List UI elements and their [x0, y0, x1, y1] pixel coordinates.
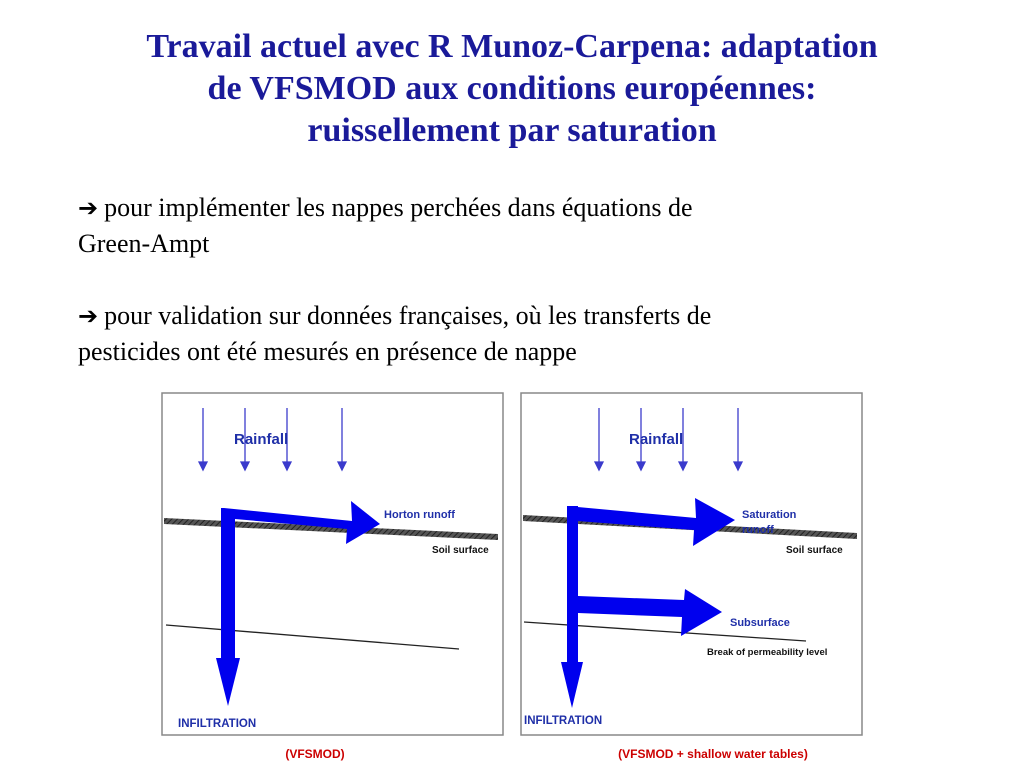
title-line-1: Travail actuel avec R Munoz-Carpena: adaptation: [146, 28, 878, 65]
right-arrow-icon: ➔: [78, 302, 99, 330]
bullet-2-text-line-2: pesticides ont été mesurés en présence de nappe: [78, 337, 577, 366]
right-runoff-label-line-1: Saturation: [742, 509, 797, 521]
title-line-3: ruissellement par saturation: [307, 112, 717, 149]
bullet-1-text-line-2: Green-Ampt: [78, 229, 210, 258]
right-subsurface-label: Subsurface: [730, 617, 790, 629]
right-rainfall-label: Rainfall: [629, 431, 684, 448]
right-runoff-label-line-2: runoff: [742, 524, 774, 536]
bullet-1-text-line-1: pour implémenter les nappes perchées dans équations de: [104, 193, 693, 222]
right-diagram-caption: (VFSMOD + shallow water tables): [618, 747, 808, 761]
left-diagram-frame: [162, 393, 503, 735]
left-runoff-label: Horton runoff: [384, 509, 455, 521]
right-permeability-label: Break of permeability level: [707, 647, 828, 658]
title-line-2: de VFSMOD aux conditions européennes:: [207, 70, 817, 107]
right-arrow-icon: ➔: [78, 194, 99, 222]
right-soil-surface-label: Soil surface: [786, 545, 843, 556]
bullet-2-text-line-1: pour validation sur données françaises, où les transferts de: [104, 301, 712, 330]
right-infiltration-label: INFILTRATION: [524, 715, 603, 727]
right-diagram: [521, 393, 862, 735]
left-rainfall-label: Rainfall: [234, 431, 289, 448]
left-soil-surface-label: Soil surface: [432, 545, 489, 556]
left-diagram: [162, 393, 503, 735]
left-diagram-caption: (VFSMOD): [285, 747, 345, 761]
left-infiltration-label: INFILTRATION: [178, 718, 257, 730]
